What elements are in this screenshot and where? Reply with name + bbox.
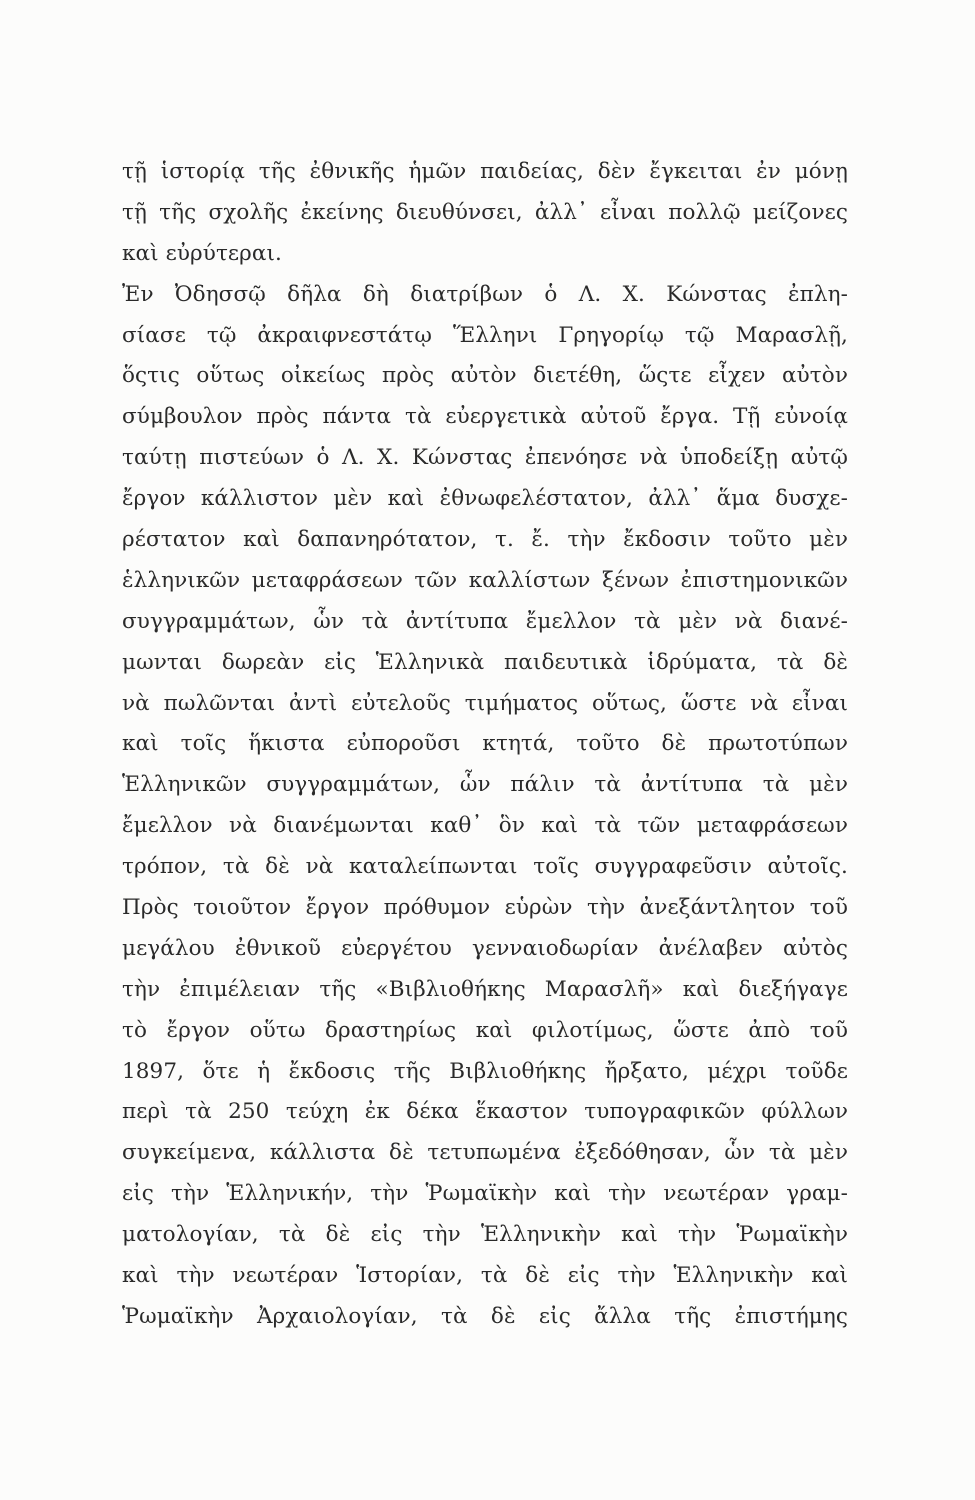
text-line: καὶ εὐρύτεραι. bbox=[122, 240, 282, 266]
text-line: ἔργον κάλλιστον μὲν καὶ ἐθνωφελέστατον, ἀλλ᾽ ἅμα δυσχε- bbox=[122, 486, 848, 512]
text-line: ἔμελλον νὰ διανέμωνται καθ᾽ ὃν καὶ τὰ τῶν μεταφράσεων bbox=[122, 813, 848, 839]
text-line: Πρὸς τοιοῦτον ἔργον πρόθυμον εὑρὼν τὴν ἀνεξάντλητον τοῦ bbox=[122, 895, 848, 921]
text-line: τῇ ἱστορίᾳ τῆς ἐθνικῆς ἡμῶν παιδείας, δὲν ἔγκειται ἐν μόνῃ bbox=[122, 159, 848, 184]
text-line: τῇ τῆς σχολῆς ἐκείνης διευθύνσει, ἀλλ᾽ εἶναι πολλῷ μείζονες bbox=[122, 199, 848, 225]
text-line: ὅςτις οὕτως οἰκείως πρὸς αὐτὸν διετέθη, ὥςτε εἶχεν αὐτὸν bbox=[122, 363, 848, 389]
text-line: σύμβουλον πρὸς πάντα τὰ εὐεργετικὰ αὐτοῦ ἔργα. Τῇ εὐνοίᾳ bbox=[122, 404, 848, 430]
text-line: ματολογίαν, τὰ δὲ εἰς τὴν Ἑλληνικὴν καὶ τὴν Ῥωμαϊκὴν bbox=[122, 1222, 848, 1248]
text-line: Ῥωμαϊκὴν Ἀρχαιολογίαν, τὰ δὲ εἰς ἄλλα τῆς ἐπιστήμης bbox=[122, 1303, 848, 1329]
text-line: συγγραμμάτων, ὧν τὰ ἀντίτυπα ἔμελλον τὰ μὲν νὰ διανέ- bbox=[122, 608, 848, 634]
text-line: ἑλληνικῶν μεταφράσεων τῶν καλλίστων ξένων ἐπιστημονικῶν bbox=[122, 567, 848, 593]
text-line: καὶ τοῖς ἥκιστα εὐποροῦσι κτητά, τοῦτο δὲ πρωτοτύπων bbox=[122, 731, 848, 757]
text-line: συγκείμενα, κάλλιστα δὲ τετυπωμένα ἐξεδόθησαν, ὧν τὰ μὲν bbox=[122, 1140, 848, 1166]
text-line: εἰς τὴν Ἑλληνικήν, τὴν Ῥωμαϊκὴν καὶ τὴν νεωτέραν γραμ- bbox=[122, 1181, 848, 1207]
text-line: μεγάλου ἐθνικοῦ εὐεργέτου γενναιοδωρίαν ἀνέλαβεν αὐτὸς bbox=[122, 935, 848, 961]
text-line: περὶ τὰ 250 τεύχη ἐκ δέκα ἕκαστον τυπογραφικῶν φύλλων bbox=[122, 1099, 848, 1125]
body-text bbox=[122, 152, 848, 1338]
text-line: Ἑλληνικῶν συγγραμμάτων, ὧν πάλιν τὰ ἀντίτυπα τὰ μὲν bbox=[122, 772, 848, 798]
text-line: ρέστατον καὶ δαπανηρότατον, τ. ἔ. τὴν ἔκδοσιν τοῦτο μὲν bbox=[122, 527, 848, 553]
text-line: σίασε τῷ ἀκραιφνεστάτῳ Ἕλληνι Γρηγορίῳ τῷ Μαρασλῇ, bbox=[122, 322, 848, 348]
text-line: Ἐν Ὀδησσῷ δῆλα δὴ διατρίβων ὁ Λ. Χ. Κώνστας ἐπλη- bbox=[122, 281, 848, 307]
text-line: καὶ τὴν νεωτέραν Ἱστορίαν, τὰ δὲ εἰς τὴν Ἑλληνικὴν καὶ bbox=[122, 1263, 848, 1289]
text-line: νὰ πωλῶνται ἀντὶ εὐτελοῦς τιμήματος οὕτως, ὥστε νὰ εἶναι bbox=[122, 690, 848, 716]
text-line: μωνται δωρεὰν εἰς Ἑλληνικὰ παιδευτικὰ ἱδρύματα, τὰ δὲ bbox=[122, 649, 848, 675]
text-line: τρόπον, τὰ δὲ νὰ καταλείπωνται τοῖς συγγραφεῦσιν αὐτοῖς. bbox=[122, 854, 848, 880]
text-line: τὴν ἐπιμέλειαν τῆς «Βιβλιοθήκης Μαρασλῆ» καὶ διεξήγαγε bbox=[122, 976, 848, 1002]
text-line: ταύτῃ πιστεύων ὁ Λ. Χ. Κώνστας ἐπενόησε νὰ ὑποδείξῃ αὐτῷ bbox=[122, 445, 848, 471]
text-line: 1897, ὅτε ἡ ἔκδοσις τῆς Βιβλιοθήκης ἤρξατο, μέχρι τοῦδε bbox=[122, 1058, 848, 1084]
text-line: τὸ ἔργον οὕτω δραστηρίως καὶ φιλοτίμως, ὥστε ἀπὸ τοῦ bbox=[122, 1017, 848, 1043]
